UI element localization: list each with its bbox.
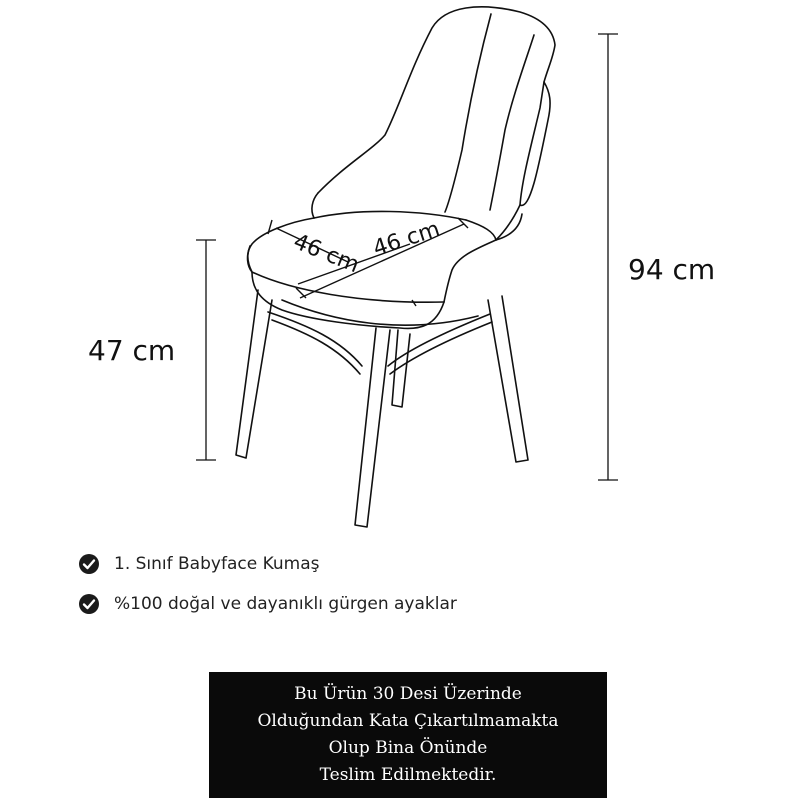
check-circle-icon <box>78 593 100 615</box>
seat-height-label: 47 cm <box>88 334 176 367</box>
delivery-notice-box <box>209 672 607 798</box>
feature-item <box>78 544 457 584</box>
notice-line: Bu Ürün 30 Desi Üzerinde <box>294 684 522 704</box>
feature-text: %100 doğal ve dayanıklı gürgen ayaklar <box>114 594 457 614</box>
feature-text: 1. Sınıf Babyface Kumaş <box>114 554 320 574</box>
seat-depth-label: 46 cm <box>289 229 363 279</box>
seat-width-label: 46 cm <box>370 216 444 262</box>
notice-line: Olduğundan Kata Çıkartılmamakta <box>257 711 559 731</box>
height-dimension-lines <box>196 34 618 480</box>
notice-line: Olup Bina Önünde <box>328 738 488 758</box>
total-height-label: 94 cm <box>628 253 716 286</box>
check-circle-icon <box>78 553 100 575</box>
chair-outline <box>236 7 555 527</box>
feature-item <box>78 584 457 624</box>
notice-line: Teslim Edilmektedir. <box>319 765 497 785</box>
feature-list <box>78 544 457 624</box>
